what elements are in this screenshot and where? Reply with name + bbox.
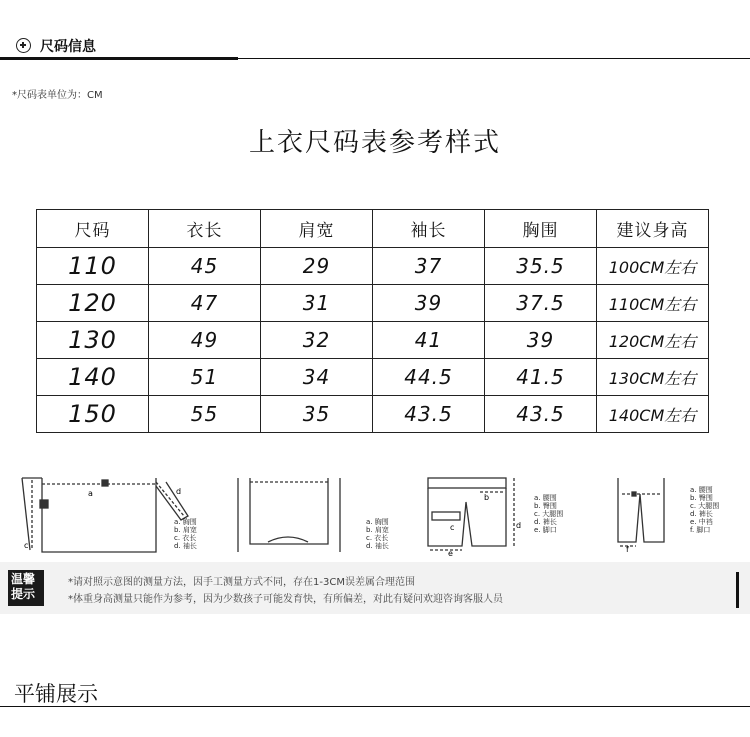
tip-line: *请对照示意图的测量方法，因手工测量方式不同，存在1-3CM误差属合理范围 (68, 577, 415, 588)
size-info-header (0, 30, 750, 62)
legend-item: a. 腰围 (534, 494, 557, 502)
shirt-diagram (6, 472, 196, 554)
height-cell: 140CM左右 (597, 396, 709, 433)
pants-label-d: d (516, 521, 522, 530)
table-row (37, 359, 709, 396)
tip-line: *体重身高测量只能作为参考，因为少数孩子可能发育快，有所偏差，对此有疑问欢迎咨询客服人员 (68, 594, 503, 605)
warm-tip-badge (8, 570, 44, 606)
table-cell: 43.5 (485, 396, 597, 433)
legend-item: d. 袖长 (174, 542, 197, 550)
table-row (37, 285, 709, 322)
pants-diagram (420, 472, 530, 556)
warm-tip-box (0, 562, 750, 614)
legend-item: a. 胸围 (366, 518, 389, 526)
header-cell: 建议身高 (597, 210, 709, 248)
legend-item: c. 大腿围 (534, 510, 564, 518)
legend-item: c. 大腿围 (690, 502, 720, 510)
measurement-diagrams (0, 470, 750, 560)
table-cell: 29 (261, 248, 373, 285)
table-cell: 31 (261, 285, 373, 322)
legend-item: a. 腰围 (690, 486, 713, 494)
table-cell: 32 (261, 322, 373, 359)
shirt-back-legend (366, 518, 389, 550)
shirt-label-a: a (88, 489, 93, 498)
header-cell: 肩宽 (261, 210, 373, 248)
unit-note: *尺码表单位为：CM (12, 90, 103, 101)
size-cell: 120 (37, 285, 149, 322)
pants-label-e: e (448, 549, 453, 556)
height-cell: 110CM左右 (597, 285, 709, 322)
tip-side-bar (736, 572, 739, 608)
pants-label-c: c (450, 523, 455, 532)
legend-item: b. 臀围 (690, 494, 713, 502)
size-table (36, 209, 709, 433)
legend-item: a. 胸围 (174, 518, 197, 526)
size-cell: 150 (37, 396, 149, 433)
flat-display-divider (0, 706, 750, 707)
header-cell: 衣长 (149, 210, 261, 248)
pants-label-b: b (484, 493, 490, 502)
table-cell: 37 (373, 248, 485, 285)
legend-item: b. 肩宽 (366, 526, 389, 534)
table-cell: 39 (485, 322, 597, 359)
table-cell: 44.5 (373, 359, 485, 396)
table-cell: 47 (149, 285, 261, 322)
badge-line: 温馨 (11, 572, 36, 586)
table-row (37, 248, 709, 285)
legend-item: c. 衣长 (366, 534, 389, 542)
table-row (37, 396, 709, 433)
height-cell: 130CM左右 (597, 359, 709, 396)
header-cell: 尺码 (37, 210, 149, 248)
legend-item: d. 袖长 (366, 542, 389, 550)
legend-item: c. 衣长 (174, 534, 197, 542)
legend-item: b. 肩宽 (174, 526, 197, 534)
legend-item: d. 裤长 (534, 518, 557, 526)
table-cell: 39 (373, 285, 485, 322)
legend-item: b. 臀围 (534, 502, 557, 510)
table-cell: 49 (149, 322, 261, 359)
table-cell: 35.5 (485, 248, 597, 285)
legend-item: f. 脚口 (690, 526, 711, 534)
table-cell: 35 (261, 396, 373, 433)
pants-legend (534, 494, 563, 534)
shirt-back-diagram (228, 472, 358, 554)
height-cell: 100CM左右 (597, 248, 709, 285)
shirt-label-d: d (176, 487, 182, 496)
table-cell: 34 (261, 359, 373, 396)
table-header-row (37, 210, 709, 248)
table-cell: 45 (149, 248, 261, 285)
shirt-legend (174, 518, 197, 550)
header-divider-thin (238, 58, 750, 59)
section-title: 尺码信息 (40, 39, 96, 55)
table-cell: 55 (149, 396, 261, 433)
table-cell: 51 (149, 359, 261, 396)
table-cell: 43.5 (373, 396, 485, 433)
size-chart-title: 上衣尺码表参考样式 (248, 128, 501, 158)
table-row (37, 322, 709, 359)
flat-display-title: 平铺展示 (14, 682, 98, 706)
plus-circle-icon (16, 38, 31, 53)
badge-line: 提示 (11, 587, 36, 601)
shirt-label-c: c (24, 541, 29, 550)
size-cell: 140 (37, 359, 149, 396)
header-divider-thick (0, 57, 238, 60)
header-cell: 袖长 (373, 210, 485, 248)
legend-item: d. 裤长 (690, 510, 713, 518)
header-cell: 胸围 (485, 210, 597, 248)
table-cell: 41.5 (485, 359, 597, 396)
table-cell: 37.5 (485, 285, 597, 322)
long-pants-label-f: f (626, 545, 629, 554)
long-pants-diagram (606, 472, 686, 556)
size-cell: 130 (37, 322, 149, 359)
legend-item: e. 脚口 (534, 526, 557, 534)
size-cell: 110 (37, 248, 149, 285)
height-cell: 120CM左右 (597, 322, 709, 359)
long-pants-legend (690, 486, 719, 534)
table-cell: 41 (373, 322, 485, 359)
legend-item: e. 中裆 (690, 518, 713, 526)
